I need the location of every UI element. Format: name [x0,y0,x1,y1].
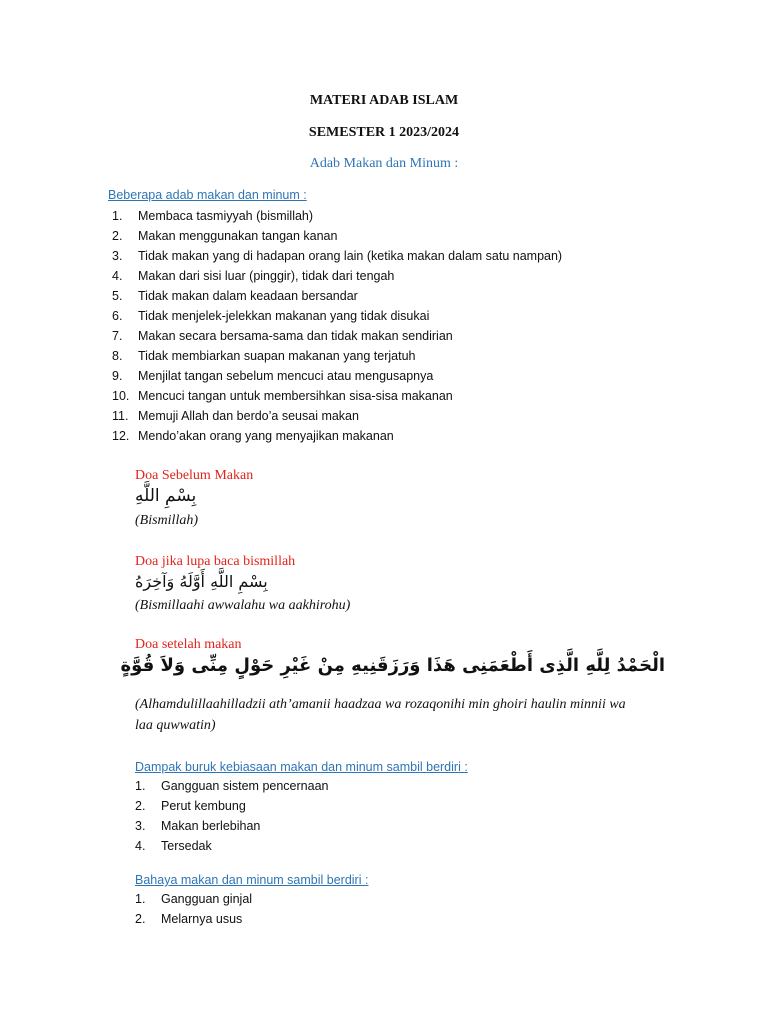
list-item: 6. Tidak menjelek-jelekkan makanan yang tidak disukai [112,309,430,323]
list-item: 1. Gangguan sistem pencernaan [135,779,329,793]
adab-list [112,206,562,446]
doa-lupa-title: Doa jika lupa baca bismillah [135,554,296,569]
list-item: 3. Tidak makan yang di hadapan orang lain (ketika makan dalam satu nampan) [112,249,563,263]
list-item: 2. Makan menggunakan tangan kanan [112,229,338,243]
doa-lupa-arabic: بِسْمِ اللَّهِ أَوَّلَهُ وَآخِرَهُ [135,572,268,591]
adab-heading: Beberapa adab makan dan minum : [108,188,307,202]
list-item: 8. Tidak membiarkan suapan makanan yang terjatuh [112,349,416,363]
doa-lupa-latin: (Bismillaahi awwalahu wa aakhirohu) [135,598,351,613]
dampak-list [135,776,328,856]
list-item: 1. Membaca tasmiyyah (bismillah) [112,209,314,223]
list-item: 12. Mendo’akan orang yang menyajikan makanan [112,429,394,443]
bahaya-heading: Bahaya makan dan minum sambil berdiri : [135,873,369,887]
doa-setelah-arabic: الْحَمْدُ لِلَّهِ الَّذِى أَطْعَمَنِى هَذَا وَرَزَقَنِيهِ مِنْ غَيْرِ حَوْلٍ مِنِّى وَلاَ قُوَّةٍ [120,655,665,676]
doa-sebelum-latin: (Bismillah) [135,513,198,528]
doa-sebelum-title: Doa Sebelum Makan [135,468,254,483]
list-item: 1. Gangguan ginjal [135,892,253,906]
list-item: 5. Tidak makan dalam keadaan bersandar [112,289,358,303]
document-title: MATERI ADAB ISLAM [309,93,459,108]
list-item: 9. Menjilat tangan sebelum mencuci atau mengusapnya [112,369,434,383]
bahaya-list [135,889,252,929]
doa-sebelum-arabic: بِسْمِ اللَّهِ [135,486,197,506]
list-item: 7. Makan secara bersama-sama dan tidak makan sendirian [112,329,453,343]
list-item: 2. Perut kembung [135,799,246,813]
list-item: 11. Memuji Allah dan berdo’a seusai makan [112,409,359,423]
doa-setelah-title: Doa setelah makan [135,637,242,652]
doa-setelah-latin-line2: laa quwwatin) [135,718,216,733]
list-item: 3. Makan berlebihan [135,819,261,833]
list-item: 4. Tersedak [135,839,212,853]
semester-label: SEMESTER 1 2023/2024 [308,125,460,140]
doa-setelah-latin-line1: (Alhamdulillaahilladzii ath’amanii haadzaa wa rozaqonihi min ghoiri haulin minnii wa [135,697,626,712]
dampak-heading: Dampak buruk kebiasaan makan dan minum sambil berdiri : [135,760,468,774]
list-item: 2. Melarnya usus [135,912,243,926]
list-item: 10. Mencuci tangan untuk membersihkan sisa-sisa makanan [112,389,453,403]
section-subtitle: Adab Makan dan Minum : [309,156,459,171]
list-item: 4. Makan dari sisi luar (pinggir), tidak dari tengah [112,269,395,283]
